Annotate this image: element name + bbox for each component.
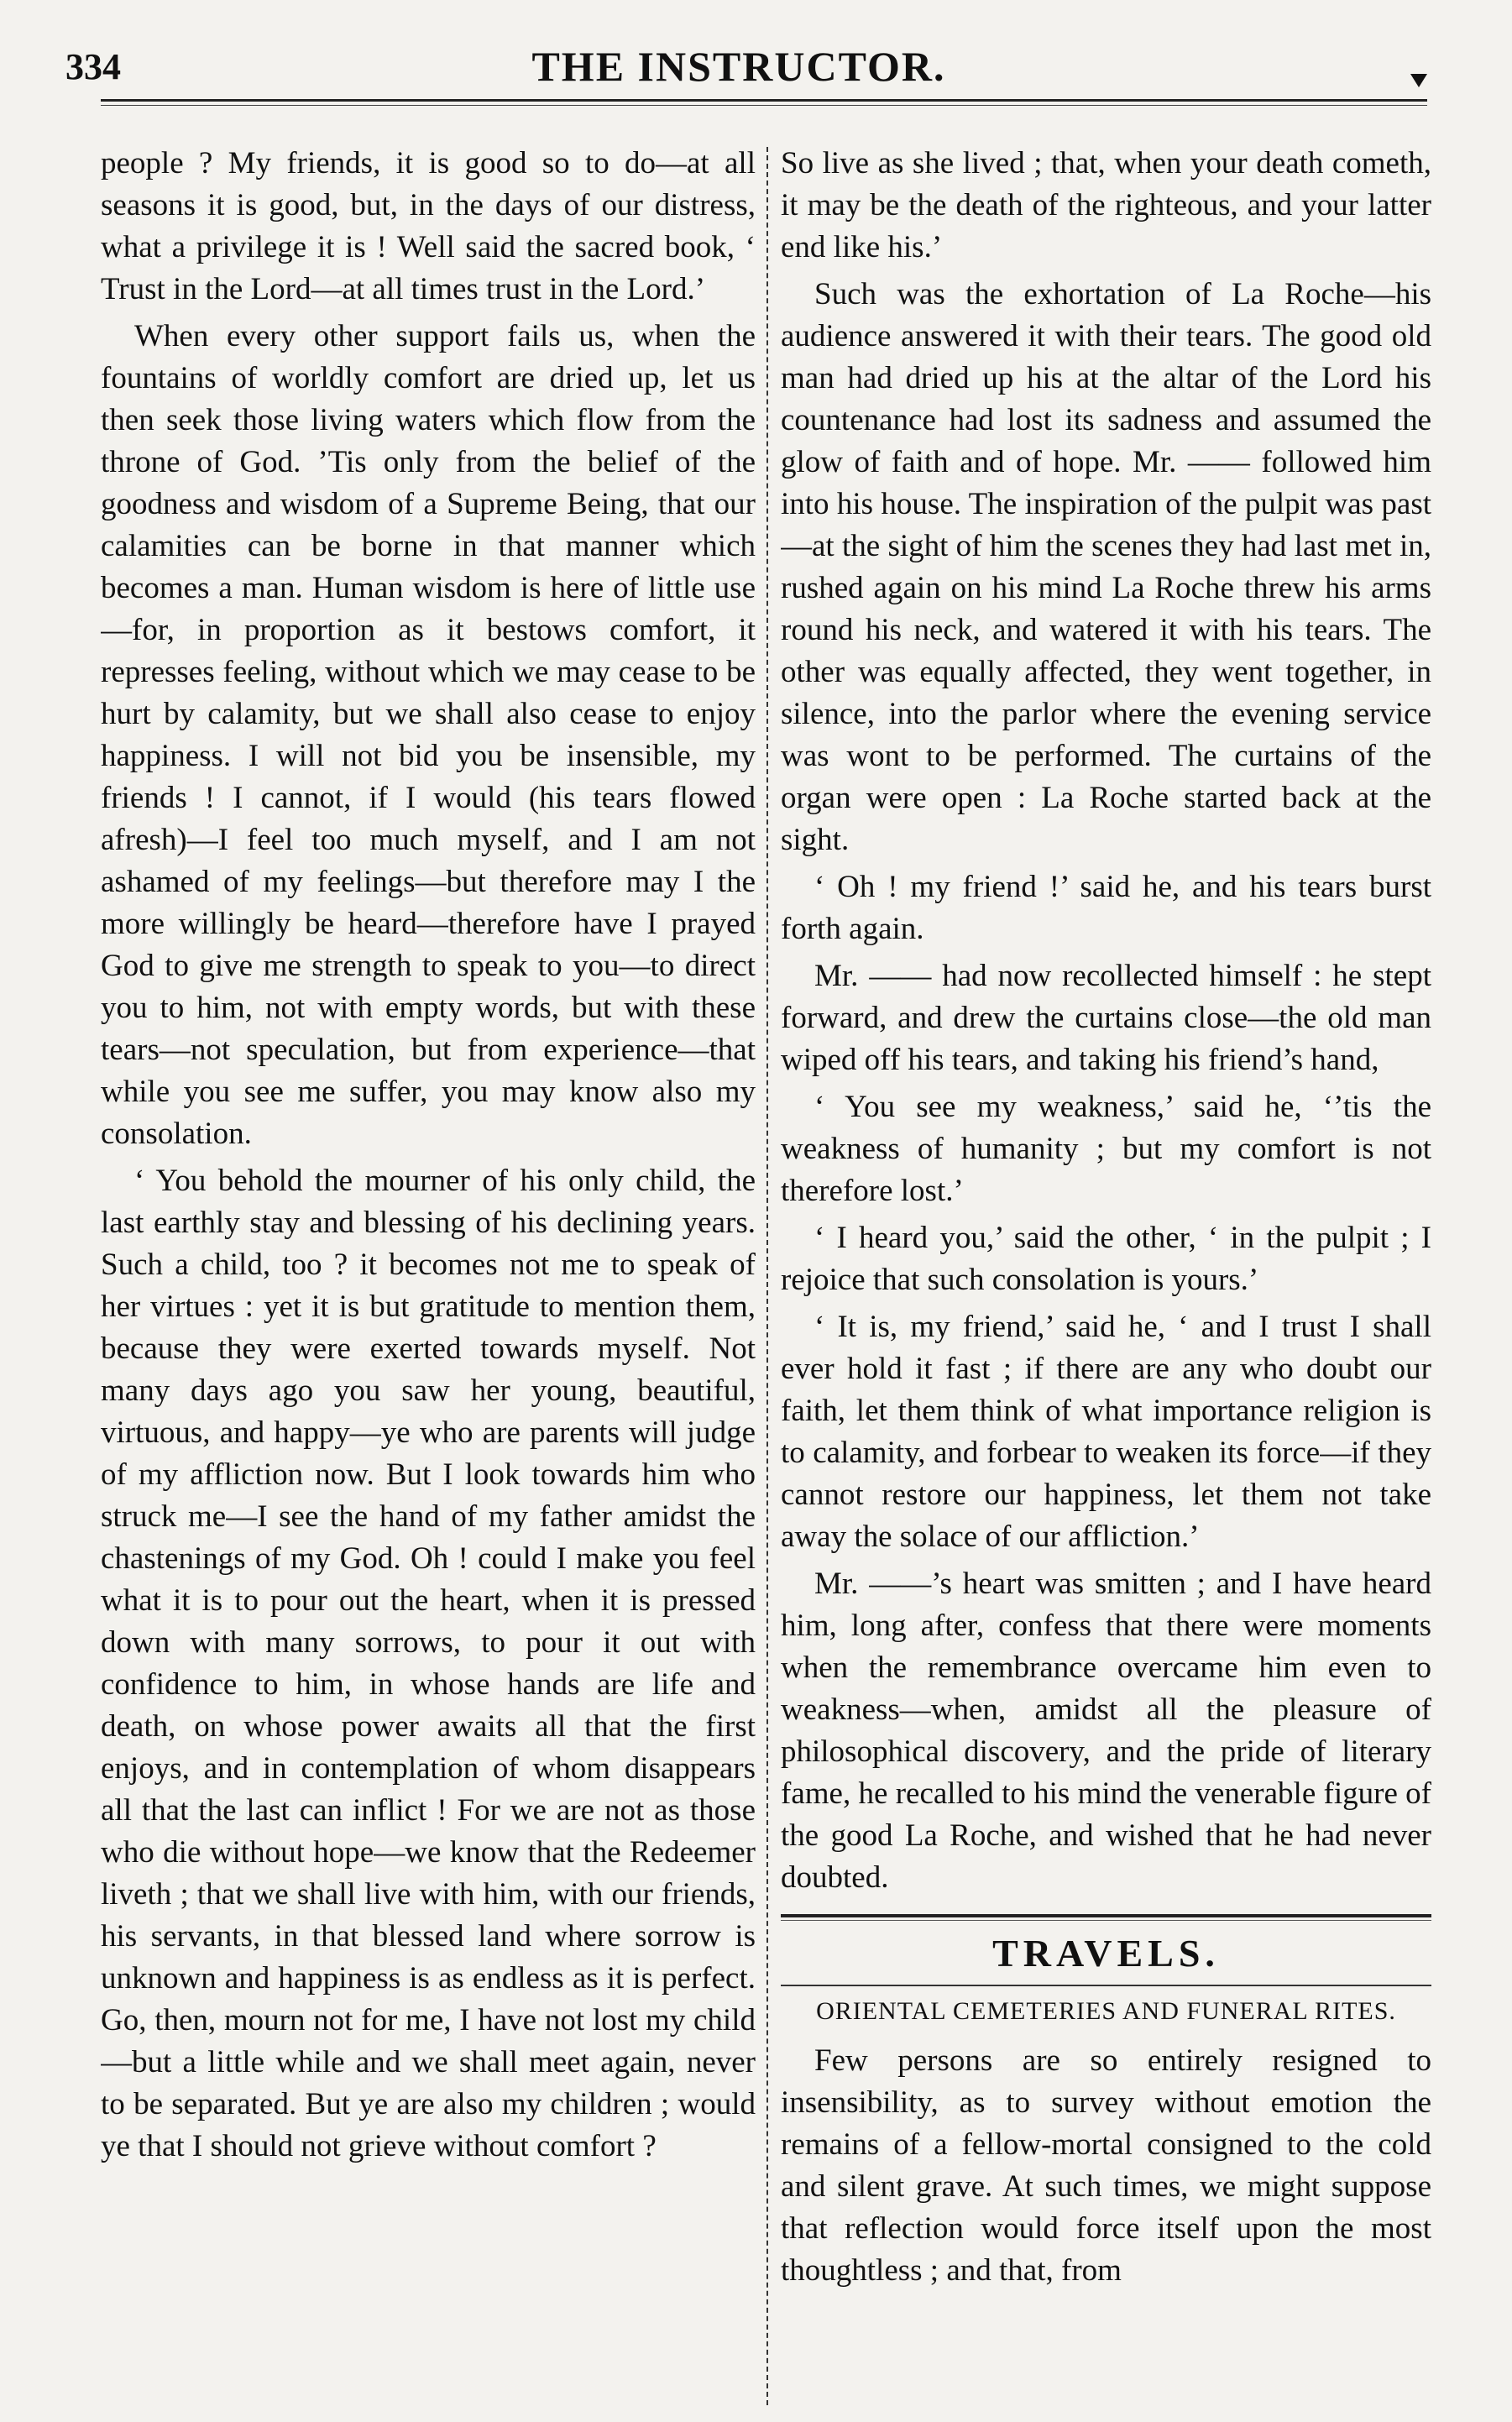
corner-mark-icon bbox=[1410, 74, 1427, 87]
left-column bbox=[101, 143, 756, 2409]
journal-title: THE INSTRUCTOR. bbox=[531, 43, 946, 90]
paragraph: ‘ I heard you,’ said the other, ‘ in the pulpit ; I rejoice that such consolation is yours.’ bbox=[781, 1221, 1431, 1297]
paragraph: ‘ It is, my friend,’ said he, ‘ and I trust I shall ever hold it fast ; if there are any who doubt our faith, let them think of what importance religion is to calamity, and forbear to weaken its force—if they cannot restore our happiness, let them not take away the solace of our affliction.’ bbox=[781, 1310, 1431, 1554]
page-number: 334 bbox=[65, 46, 121, 87]
running-head bbox=[50, 42, 1427, 101]
paragraph: Mr. —— had now recollected himself : he stept forward, and drew the curtains close—the old man wiped off his tears, and taking his friend’s hand, bbox=[781, 959, 1431, 1077]
paragraph: ‘ You behold the mourner of his only child, the last earthly stay and blessing of his declining years. Such a child, too ? it becomes not me to speak of her virtues : yet it is but gratitude to mention them, because they were exerted towards myself. Not many days ago you saw her young, beautiful, virtuous, and happy—ye who are parents will judge of my affliction now. But I look towards him who struck me—I see the hand of my father amidst the chastenings of my God. Oh ! could I make you feel what it is to pour out the heart, when it is pressed down with many sorrows, to pour it out with confidence to him, in whose hands are life and death, on whose power awaits all that the first enjoys, and in contemplation of whom disappears all that the last can inflict ! For we are not as those who die without hope—we know that the Redeemer liveth ; that we shall live with him, with our friends, his servants, in that blessed land where sorrow is unknown and happiness is as endless as it is perfect. Go, then, mourn not for me, I have not lost my child—but a little while and we shall meet again, never to be separated. But ye are also my children ; would ye that I should not grieve without comfort ? bbox=[101, 1164, 756, 2163]
article-title: ORIENTAL CEMETERIES AND FUNERAL RITES. bbox=[816, 1997, 1396, 2025]
paragraph: ‘ Oh ! my friend !’ said he, and his tears burst forth again. bbox=[781, 870, 1431, 946]
header-rule bbox=[101, 99, 1427, 106]
paragraph: Such was the exhortation of La Roche—his audience answered it with their tears. The good old man had dried up his at the altar of the Lord his countenance had lost its sadness and assumed the glow of faith and of hope. Mr. —— followed him into his house. The inspiration of the pulpit was past—at the sight of him the scenes they had last met in, rushed again on his mind La Roche threw his arms round his neck, and watered it with his tears. The other was equally affected, they went together, in silence, into the parlor where the evening service was wont to be performed. The curtains of the organ were open : La Roche started back at the sight. bbox=[781, 277, 1431, 857]
section-rule bbox=[781, 1914, 1431, 1921]
section-heading: TRAVELS. bbox=[992, 1932, 1220, 1975]
heading-rule bbox=[781, 1985, 1431, 1986]
paragraph: Mr. ——’s heart was smitten ; and I have heard him, long after, confess that there were moments when the remembrance overcame him even to weakness—when, amidst all the pleasure of philosophical discovery, and the pride of literary fame, he recalled to his mind the venerable figure of the good La Roche, and wished that he had never doubted. bbox=[781, 1567, 1431, 1895]
paragraph: ‘ You see my weakness,’ said he, ‘’tis the weakness of humanity ; but my comfort is not therefore lost.’ bbox=[781, 1090, 1431, 1208]
paragraph: Few persons are so entirely resigned to insensibility, as to survey without emotion the remains of a fellow-mortal consigned to the cold and silent grave. At such times, we might suppose that reflection would force itself upon the most thoughtless ; and that, from bbox=[781, 2043, 1431, 2288]
paragraph: people ? My friends, it is good so to do—at all seasons it is good, but, in the days of our distress, what a privilege it is ! Well said the sacred book, ‘ Trust in the Lord—at all times trust in the Lord.’ bbox=[101, 146, 756, 306]
column-divider bbox=[766, 147, 768, 2405]
paragraph: When every other support fails us, when the fountains of worldly comfort are dried up, let us then seek those living waters which flow from the throne of God. ’Tis only from the belief of the goodness and wisdom of a Supreme Being, that our calamities can be borne in that manner which becomes a man. Human wisdom is here of little use—for, in proportion as it bestows comfort, it represses feeling, without which we may cease to be hurt by calamity, but we shall also cease to enjoy happiness. I will not bid you be insensible, my friends ! I cannot, if I would (his tears flowed afresh)—I feel too much myself, and I am not ashamed of my feelings—but therefore may I the more willingly be heard—therefore have I prayed God to give me strength to speak to you—to direct you to him, not with empty words, but with these tears—not speculation, but from experience—that while you see me suffer, you may know also my consolation. bbox=[101, 319, 756, 1151]
paragraph: So live as she lived ; that, when your death cometh, it may be the death of the righteous, and your latter end like his.’ bbox=[781, 146, 1431, 264]
right-column bbox=[781, 143, 1431, 2409]
